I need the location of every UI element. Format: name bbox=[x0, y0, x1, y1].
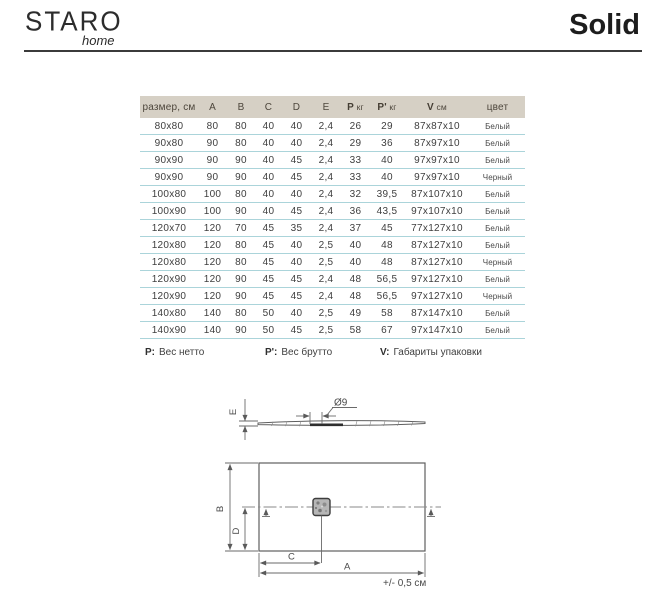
cell-color: Белый bbox=[470, 203, 525, 220]
column-header-color: цвет bbox=[470, 96, 525, 118]
side-view-drawing bbox=[225, 390, 460, 448]
cell-a: 120 bbox=[198, 220, 227, 237]
cell-p: 58 bbox=[341, 322, 370, 339]
brand-subtitle: home bbox=[82, 33, 115, 48]
cell-c: 40 bbox=[255, 118, 282, 135]
cell-color: Черный bbox=[470, 169, 525, 186]
legend-item: P': Вес брутто bbox=[265, 347, 333, 358]
spec-table bbox=[140, 96, 525, 339]
column-header-size: размер, см bbox=[140, 96, 198, 118]
cell-size: 90x90 bbox=[140, 152, 198, 169]
cell-a: 120 bbox=[198, 271, 227, 288]
plan-view-drawing bbox=[200, 455, 455, 600]
cell-color: Черный bbox=[470, 254, 525, 271]
cell-p: 48 bbox=[341, 271, 370, 288]
cell-p2: 29 bbox=[370, 118, 404, 135]
cell-size: 120x80 bbox=[140, 254, 198, 271]
cell-p2: 56,5 bbox=[370, 288, 404, 305]
cell-size: 120x90 bbox=[140, 288, 198, 305]
cell-color: Белый bbox=[470, 271, 525, 288]
table-row bbox=[140, 152, 525, 169]
cell-size: 80x80 bbox=[140, 118, 198, 135]
cell-v: 77x127x10 bbox=[404, 220, 470, 237]
cell-p: 49 bbox=[341, 305, 370, 322]
cell-c: 45 bbox=[255, 220, 282, 237]
column-header-b: B bbox=[227, 96, 255, 118]
cell-p2: 48 bbox=[370, 254, 404, 271]
cell-d: 40 bbox=[282, 237, 311, 254]
cell-b: 80 bbox=[227, 186, 255, 203]
column-header-p2: P' кг bbox=[370, 96, 404, 118]
cell-color: Белый bbox=[470, 237, 525, 254]
cell-d: 40 bbox=[282, 186, 311, 203]
cell-c: 40 bbox=[255, 169, 282, 186]
cell-e: 2,4 bbox=[311, 203, 341, 220]
header-divider bbox=[24, 50, 642, 52]
cell-p2: 39,5 bbox=[370, 186, 404, 203]
length-dimension bbox=[261, 553, 426, 577]
cell-d: 40 bbox=[282, 118, 311, 135]
table-row bbox=[140, 220, 525, 237]
cell-b: 70 bbox=[227, 220, 255, 237]
cell-p: 29 bbox=[341, 135, 370, 152]
legend bbox=[140, 347, 560, 361]
cell-color: Белый bbox=[470, 220, 525, 237]
cell-p: 32 bbox=[341, 186, 370, 203]
cell-c: 45 bbox=[255, 254, 282, 271]
cell-v: 97x147x10 bbox=[404, 322, 470, 339]
dimension-label-drain-diameter: Ø9 bbox=[334, 397, 348, 409]
cell-v: 97x97x10 bbox=[404, 152, 470, 169]
cell-p2: 48 bbox=[370, 237, 404, 254]
cell-v: 97x97x10 bbox=[404, 169, 470, 186]
cell-c: 40 bbox=[255, 203, 282, 220]
cell-d: 40 bbox=[282, 254, 311, 271]
centerline-datum-arrows bbox=[262, 510, 435, 517]
cell-e: 2,5 bbox=[311, 305, 341, 322]
cell-size: 90x90 bbox=[140, 169, 198, 186]
cell-p: 48 bbox=[341, 288, 370, 305]
table-row bbox=[140, 186, 525, 203]
cell-p2: 40 bbox=[370, 169, 404, 186]
cell-color: Белый bbox=[470, 305, 525, 322]
cell-b: 80 bbox=[227, 254, 255, 271]
cell-b: 80 bbox=[227, 237, 255, 254]
table-row bbox=[140, 271, 525, 288]
table-row bbox=[140, 254, 525, 271]
cell-a: 120 bbox=[198, 288, 227, 305]
cell-a: 100 bbox=[198, 203, 227, 220]
cell-v: 97x107x10 bbox=[404, 203, 470, 220]
cell-size: 120x70 bbox=[140, 220, 198, 237]
dimension-label-c: C bbox=[288, 551, 295, 563]
cell-size: 120x80 bbox=[140, 237, 198, 254]
cell-c: 45 bbox=[255, 288, 282, 305]
cell-b: 80 bbox=[227, 135, 255, 152]
thickness-dimension bbox=[239, 399, 258, 440]
cell-c: 45 bbox=[255, 271, 282, 288]
cell-d: 45 bbox=[282, 271, 311, 288]
cell-a: 120 bbox=[198, 254, 227, 271]
cell-a: 120 bbox=[198, 237, 227, 254]
cell-p2: 40 bbox=[370, 152, 404, 169]
table-row bbox=[140, 118, 525, 135]
cell-size: 100x80 bbox=[140, 186, 198, 203]
cell-e: 2,4 bbox=[311, 118, 341, 135]
cell-v: 87x87x10 bbox=[404, 118, 470, 135]
cell-v: 87x127x10 bbox=[404, 254, 470, 271]
cell-c: 40 bbox=[255, 152, 282, 169]
legend-item: V: Габариты упаковки bbox=[380, 347, 482, 358]
table-row bbox=[140, 169, 525, 186]
cell-color: Белый bbox=[470, 152, 525, 169]
table-row bbox=[140, 237, 525, 254]
cell-p2: 45 bbox=[370, 220, 404, 237]
column-header-a: A bbox=[198, 96, 227, 118]
cell-color: Белый bbox=[470, 135, 525, 152]
cell-v: 87x127x10 bbox=[404, 237, 470, 254]
cell-e: 2,4 bbox=[311, 186, 341, 203]
cell-p: 33 bbox=[341, 152, 370, 169]
column-header-e: E bbox=[311, 96, 341, 118]
cell-v: 87x107x10 bbox=[404, 186, 470, 203]
cell-c: 40 bbox=[255, 186, 282, 203]
header-row bbox=[140, 96, 525, 118]
cell-p2: 67 bbox=[370, 322, 404, 339]
cell-e: 2,5 bbox=[311, 254, 341, 271]
legend-item: P: Вес нетто bbox=[145, 347, 205, 358]
cell-p: 26 bbox=[341, 118, 370, 135]
dimension-label-b: B bbox=[215, 505, 226, 513]
cell-v: 87x97x10 bbox=[404, 135, 470, 152]
cell-size: 100x90 bbox=[140, 203, 198, 220]
cell-d: 45 bbox=[282, 152, 311, 169]
table-row bbox=[140, 322, 525, 339]
cell-c: 50 bbox=[255, 305, 282, 322]
cell-a: 140 bbox=[198, 322, 227, 339]
dimension-label-d: D bbox=[231, 527, 242, 535]
cell-d: 45 bbox=[282, 322, 311, 339]
cell-color: Белый bbox=[470, 322, 525, 339]
cell-v: 87x147x10 bbox=[404, 305, 470, 322]
brand-name: STARO bbox=[25, 5, 123, 37]
cell-c: 50 bbox=[255, 322, 282, 339]
cell-b: 90 bbox=[227, 203, 255, 220]
cell-size: 90x80 bbox=[140, 135, 198, 152]
cell-d: 45 bbox=[282, 288, 311, 305]
cell-p: 40 bbox=[341, 254, 370, 271]
table-row bbox=[140, 288, 525, 305]
cell-p: 36 bbox=[341, 203, 370, 220]
cell-b: 90 bbox=[227, 152, 255, 169]
cell-p2: 43,5 bbox=[370, 203, 404, 220]
cell-p: 33 bbox=[341, 169, 370, 186]
cell-d: 45 bbox=[282, 203, 311, 220]
cell-e: 2,4 bbox=[311, 220, 341, 237]
cell-size: 120x90 bbox=[140, 271, 198, 288]
table-row bbox=[140, 135, 525, 152]
column-header-v: V см bbox=[404, 96, 470, 118]
cell-a: 140 bbox=[198, 305, 227, 322]
cell-e: 2,5 bbox=[311, 237, 341, 254]
cell-b: 90 bbox=[227, 288, 255, 305]
cell-b: 90 bbox=[227, 169, 255, 186]
cell-color: Белый bbox=[470, 118, 525, 135]
column-header-p: P кг bbox=[341, 96, 370, 118]
cell-c: 45 bbox=[255, 237, 282, 254]
cell-b: 90 bbox=[227, 322, 255, 339]
table-row bbox=[140, 305, 525, 322]
cell-p2: 58 bbox=[370, 305, 404, 322]
cell-size: 140x80 bbox=[140, 305, 198, 322]
cell-p: 40 bbox=[341, 237, 370, 254]
dimension-label-a: A bbox=[344, 561, 351, 573]
cell-v: 97x127x10 bbox=[404, 288, 470, 305]
brand-logo bbox=[25, 5, 123, 48]
cell-e: 2,4 bbox=[311, 288, 341, 305]
cell-c: 40 bbox=[255, 135, 282, 152]
cell-d: 40 bbox=[282, 135, 311, 152]
cell-e: 2,4 bbox=[311, 169, 341, 186]
tolerance-note: +/- 0,5 см bbox=[383, 578, 427, 589]
cell-d: 40 bbox=[282, 305, 311, 322]
cell-a: 100 bbox=[198, 186, 227, 203]
cell-b: 80 bbox=[227, 305, 255, 322]
cell-b: 90 bbox=[227, 271, 255, 288]
cell-b: 80 bbox=[227, 118, 255, 135]
table-row bbox=[140, 203, 525, 220]
cell-color: Белый bbox=[470, 186, 525, 203]
spec-table-head bbox=[140, 96, 525, 118]
dimension-label-e: E bbox=[228, 408, 239, 416]
cell-a: 80 bbox=[198, 118, 227, 135]
cell-e: 2,4 bbox=[311, 152, 341, 169]
cell-a: 90 bbox=[198, 169, 227, 186]
cell-e: 2,4 bbox=[311, 135, 341, 152]
cell-d: 45 bbox=[282, 169, 311, 186]
cell-a: 90 bbox=[198, 135, 227, 152]
cell-a: 90 bbox=[198, 152, 227, 169]
product-series-title: Solid bbox=[569, 9, 640, 41]
cell-color: Черный bbox=[470, 288, 525, 305]
cell-e: 2,4 bbox=[311, 271, 341, 288]
column-header-c: C bbox=[255, 96, 282, 118]
cell-size: 140x90 bbox=[140, 322, 198, 339]
cell-p2: 56,5 bbox=[370, 271, 404, 288]
table-body bbox=[140, 118, 525, 339]
cell-d: 35 bbox=[282, 220, 311, 237]
cell-p: 37 bbox=[341, 220, 370, 237]
cell-e: 2,5 bbox=[311, 322, 341, 339]
cell-p2: 36 bbox=[370, 135, 404, 152]
cell-v: 97x127x10 bbox=[404, 271, 470, 288]
column-header-d: D bbox=[282, 96, 311, 118]
drain-grate bbox=[313, 499, 330, 516]
